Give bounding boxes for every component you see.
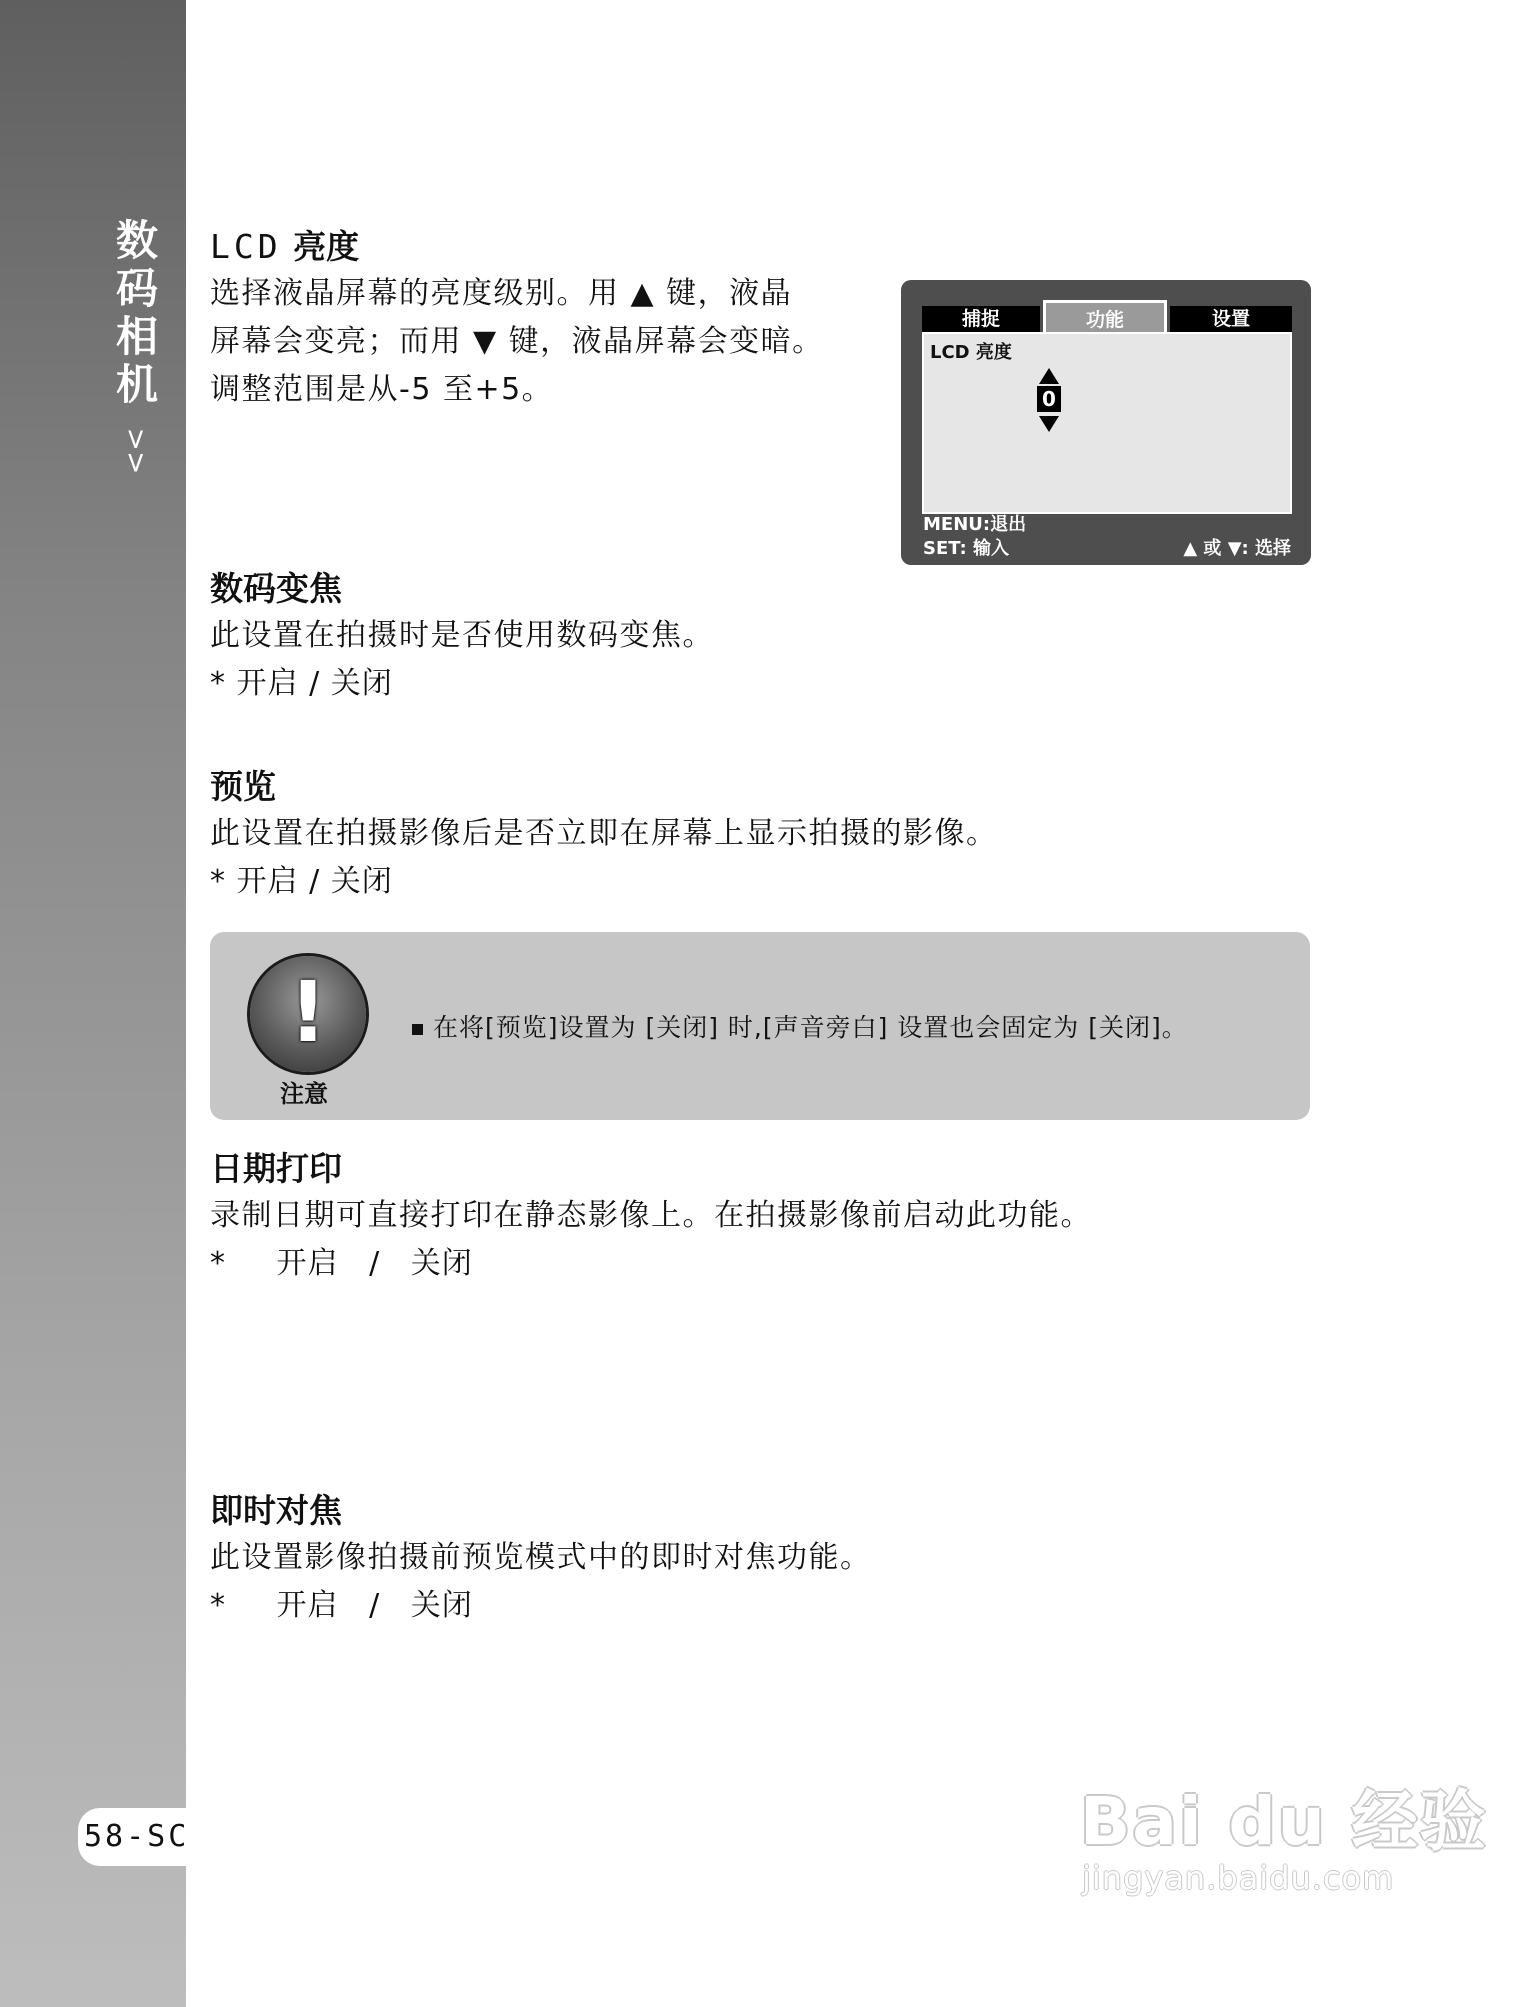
section-digital-zoom (210, 566, 1310, 708)
sidebar (0, 0, 186, 2007)
option-separator: / (369, 1588, 381, 1623)
lcd-tabs (922, 300, 1292, 332)
section-options (210, 1240, 1310, 1288)
lcd-panel (922, 332, 1292, 514)
paragraph-line: 屏幕会变亮；而用 ▼ 键，液晶屏幕会变暗。 (210, 324, 824, 359)
note-label: 注意 (280, 1080, 328, 1108)
lcd-tab-settings: 设置 (1170, 306, 1292, 332)
square-bullet-icon (412, 1024, 423, 1035)
sidebar-title: 数码相机 (110, 218, 159, 410)
lcd-footer-select: ▲ 或 ▼: 选择 (1183, 538, 1291, 559)
lcd-brightness-value: 0 (1037, 386, 1061, 412)
lcd-item-label: LCD 亮度 (930, 342, 1012, 363)
lcd-footer-menu: MENU:退出 (923, 514, 1027, 535)
section-options (210, 1582, 1310, 1630)
section-options: * 开启 / 关闭 (210, 666, 393, 701)
watermark-logo: Bai du 经验 (1080, 1783, 1488, 1860)
title-cn: 亮度 (293, 227, 360, 266)
section-date-print (210, 1146, 1310, 1288)
title-latin: LCD (210, 227, 282, 266)
option-on: 开启 (276, 1246, 339, 1281)
exclamation-icon: ! (250, 956, 366, 1072)
triangle-up-icon (1039, 368, 1059, 384)
paragraph-line: 调整范围是从-5 至+5。 (210, 372, 554, 407)
section-title: 数码变焦 (210, 569, 342, 608)
note-text (412, 1008, 1188, 1044)
chevron-right-icon: >> (120, 427, 153, 475)
option-off: 关闭 (410, 1246, 473, 1281)
section-title: 日期打印 (210, 1149, 342, 1188)
section-preview (210, 764, 1310, 906)
page-number: 58-SC (78, 1808, 206, 1866)
section-title: 即时对焦 (210, 1491, 342, 1530)
lcd-tab-function: 功能 (1043, 300, 1167, 332)
note-box (210, 932, 1310, 1120)
option-separator: / (369, 1246, 381, 1281)
camera-lcd-screen (901, 280, 1311, 565)
option-star: * (210, 1246, 226, 1281)
note-text-content: 在将[预览]设置为 [关闭] 时,[声音旁白] 设置也会固定为 [关闭]。 (433, 1013, 1188, 1042)
section-instant-focus (210, 1488, 1310, 1630)
section-title (210, 224, 1310, 270)
lcd-footer-set: SET: 输入 (923, 538, 1010, 559)
section-desc: 此设置影像拍摄前预览模式中的即时对焦功能。 (210, 1540, 872, 1575)
option-star: * (210, 1588, 226, 1623)
section-desc: 此设置在拍摄时是否使用数码变焦。 (210, 618, 714, 653)
section-title: 预览 (210, 767, 276, 806)
option-on: 开启 (276, 1588, 339, 1623)
triangle-down-icon (1039, 416, 1059, 432)
watermark-url: jingyan.baidu.com (1082, 1859, 1395, 1897)
section-desc: 此设置在拍摄影像后是否立即在屏幕上显示拍摄的影像。 (210, 816, 998, 851)
paragraph-line: 选择液晶屏幕的亮度级别。用 ▲ 键，液晶 (210, 276, 793, 311)
option-off: 关闭 (410, 1588, 473, 1623)
section-desc: 录制日期可直接打印在静态影像上。在拍摄影像前启动此功能。 (210, 1198, 1092, 1233)
baidu-watermark (1080, 1768, 1488, 1897)
section-options: * 开启 / 关闭 (210, 864, 393, 899)
lcd-tab-capture: 捕捉 (922, 306, 1040, 332)
